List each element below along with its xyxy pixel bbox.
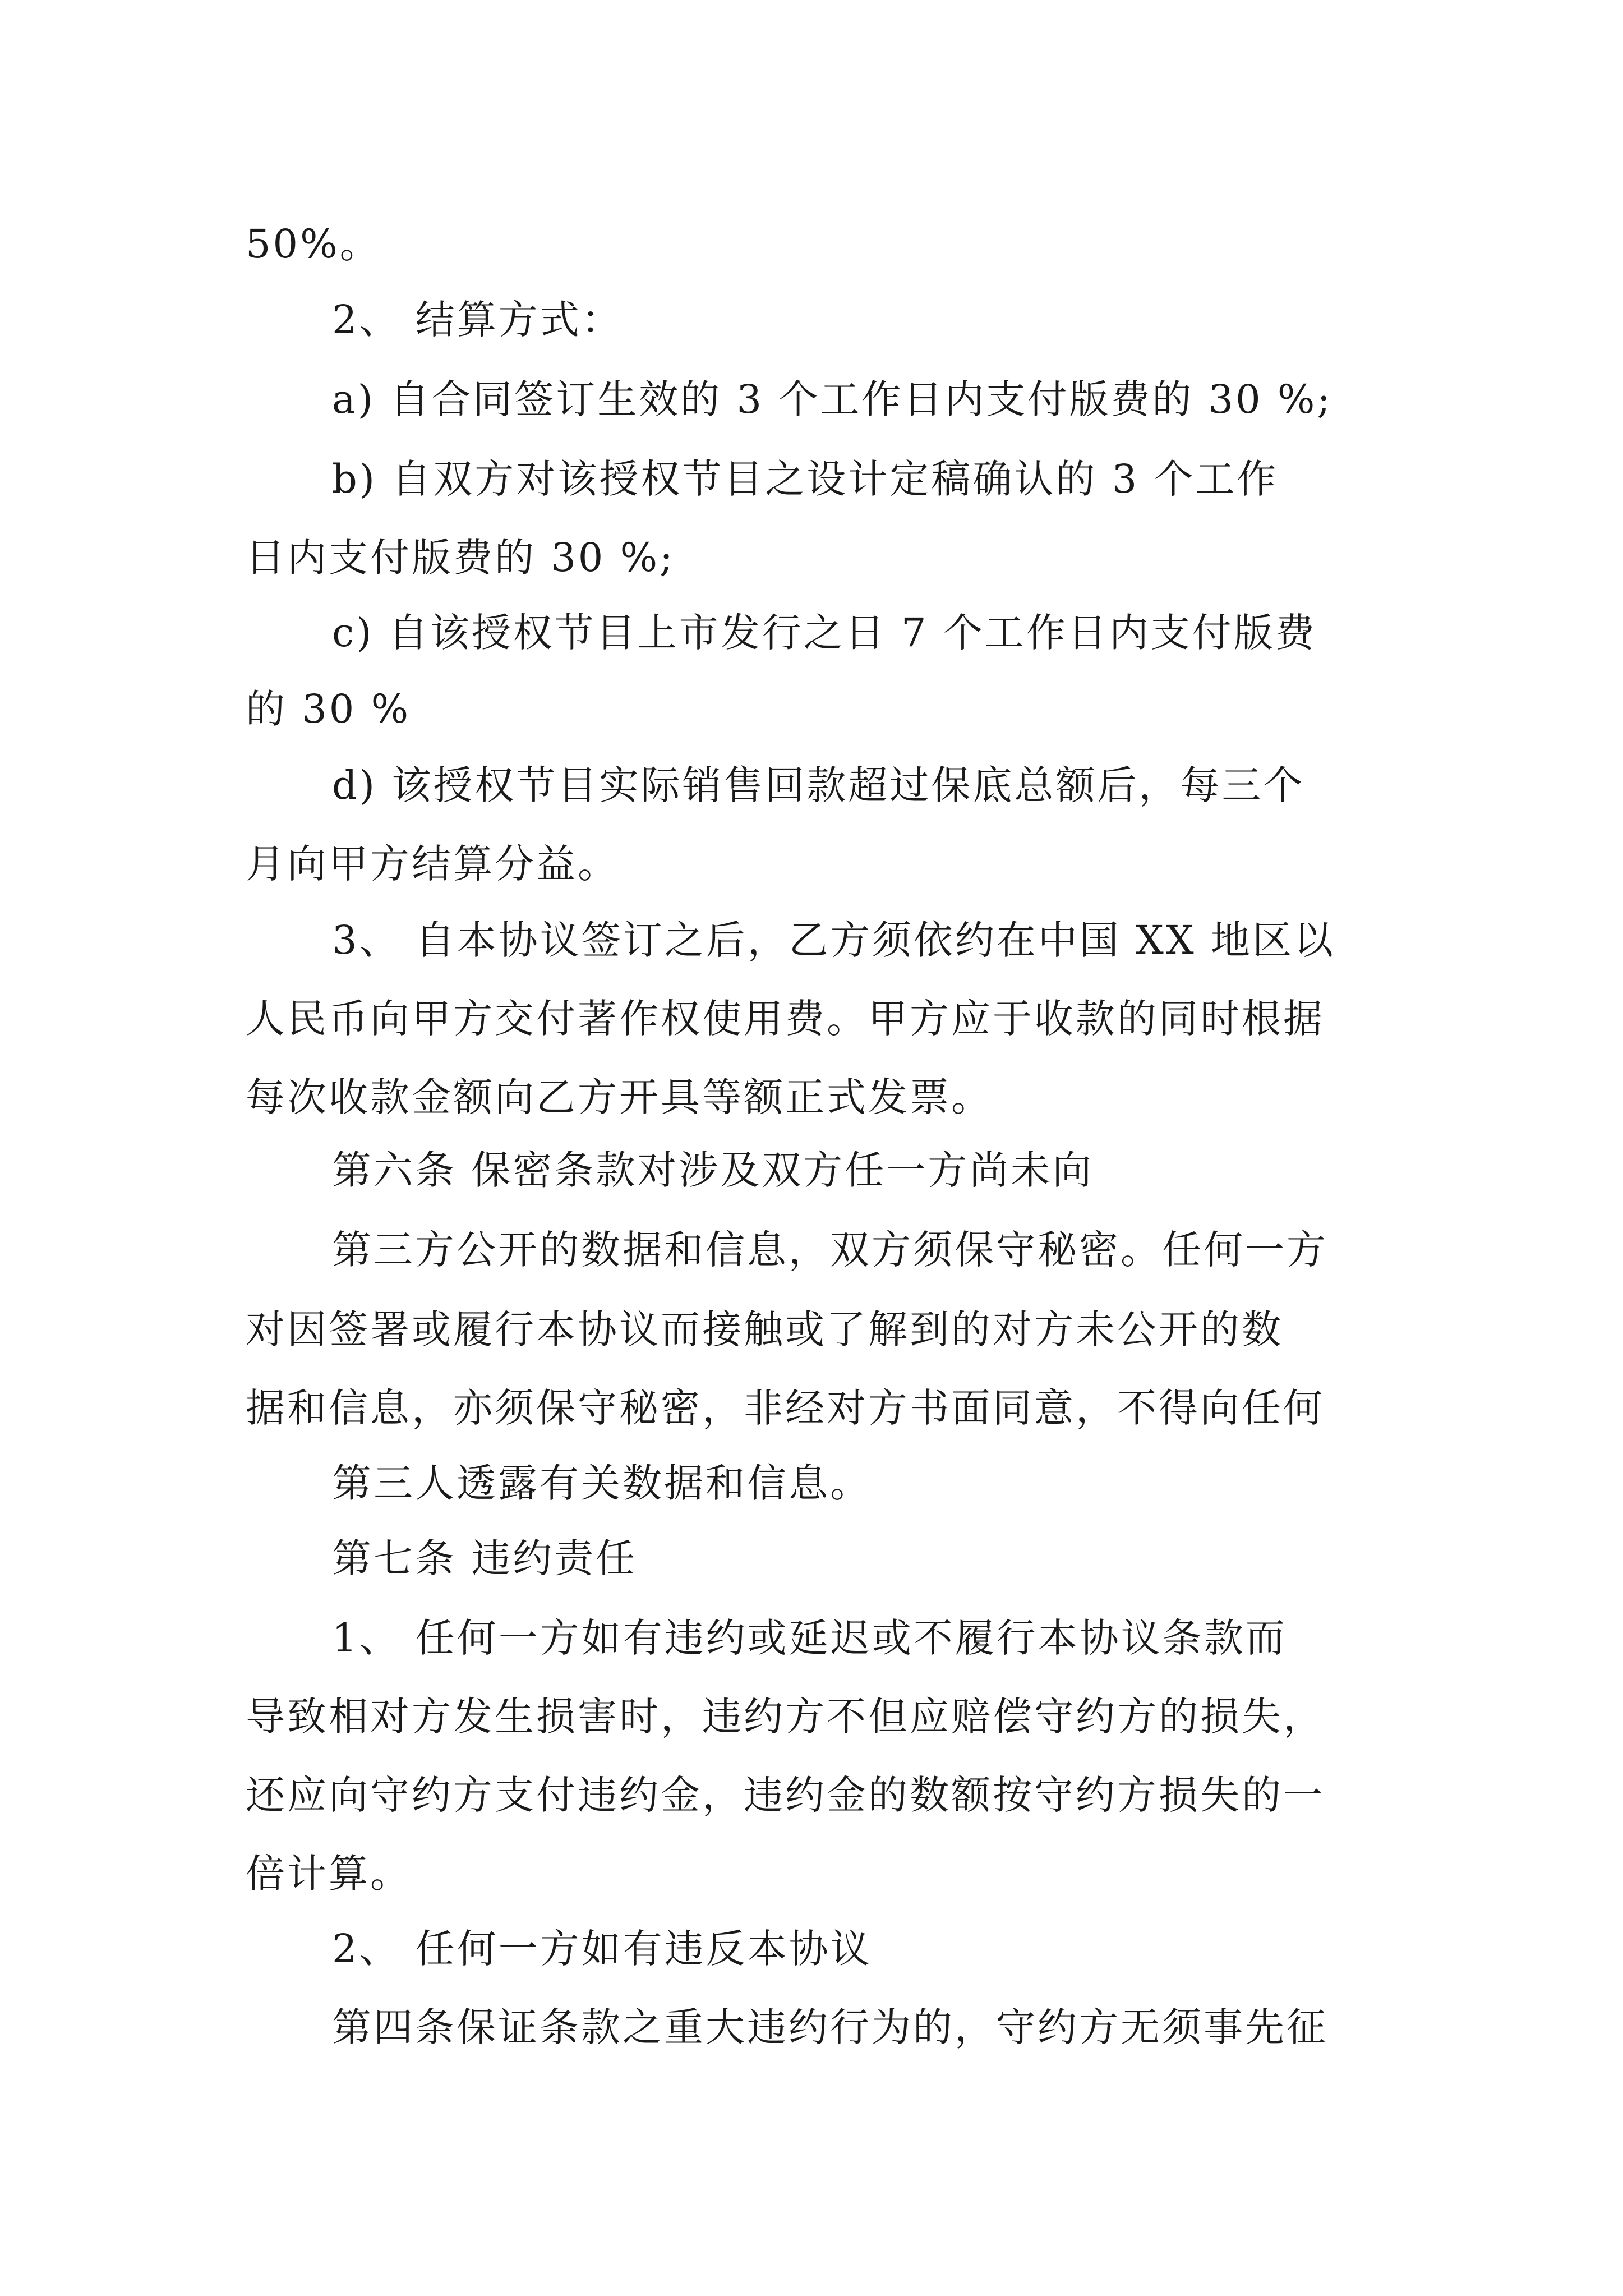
text-line-18: 第七条 违约责任 [332, 1535, 638, 1581]
text-line-17: 第三人透露有关数据和信息。 [332, 1460, 872, 1506]
text-line-22: 倍计算。 [246, 1851, 412, 1897]
text-line-23: 2、 任何一方如有违反本协议 [332, 1926, 872, 1972]
text-line-1: 50%。 [246, 221, 381, 267]
text-line-10: 3、 自本协议签订之后，乙方须依约在中国 XX 地区以 [332, 917, 1335, 963]
text-line-11: 人民币向甲方交付著作权使用费。甲方应于收款的同时根据 [246, 996, 1325, 1042]
text-line-20: 导致相对方发生损害时，违约方不但应赔偿守约方的损失， [246, 1694, 1325, 1740]
text-line-21: 还应向守约方支付违约金，违约金的数额按守约方损失的一 [246, 1772, 1325, 1818]
text-line-13: 第六条 保密条款对涉及双方任一方尚未向 [332, 1147, 1094, 1193]
text-line-5: 日内支付版费的 30 %; [246, 535, 675, 581]
text-line-3: a) 自合同签订生效的 3 个工作日内支付版费的 30 %; [332, 376, 1333, 422]
text-line-15: 对因签署或履行本协议而接触或了解到的对方未公开的数 [246, 1306, 1283, 1352]
text-line-19: 1、 任何一方如有违约或延迟或不履行本协议条款而 [332, 1615, 1287, 1661]
text-line-12: 每次收款金额向乙方开具等额正式发票。 [246, 1074, 993, 1120]
text-line-8: d) 该授权节目实际销售回款超过保底总额后，每三个 [332, 762, 1305, 808]
text-line-4: b) 自双方对该授权节目之设计定稿确认的 3 个工作 [332, 456, 1279, 502]
text-line-16: 据和信息，亦须保守秘密，非经对方书面同意，不得向任何 [246, 1385, 1325, 1431]
text-line-7: 的 30 % [246, 686, 411, 732]
text-line-2: 2、 结算方式： [332, 297, 623, 343]
text-line-9: 月向甲方结算分益。 [246, 841, 619, 887]
text-line-6: c) 自该授权节目上市发行之日 7 个工作日内支付版费 [332, 610, 1317, 656]
text-line-24: 第四条保证条款之重大违约行为的，守约方无须事先征 [332, 2004, 1328, 2050]
text-line-14: 第三方公开的数据和信息，双方须保守秘密。任何一方 [332, 1227, 1328, 1273]
